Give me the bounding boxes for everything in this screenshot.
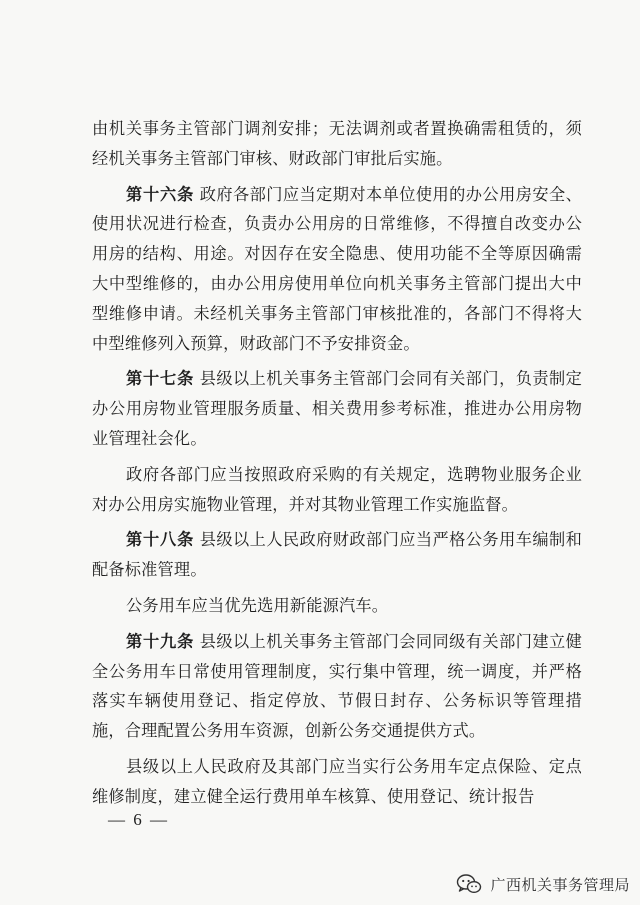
paragraph-text: 政府各部门应当按照政府采购的有关规定，选聘物业服务企业对办公用房实施物业管理，并对其物业管理工作实施监督。 — [92, 464, 582, 514]
page-number: — 6 — — [108, 810, 169, 829]
paragraph-text: 政府各部门应当定期对本单位使用的办公用房安全、使用状况进行检查，负责办公用房的日常维修，不得擅自改变办公用房的结构、用途。对因存在安全隐患、使用功能不全等原因确需大中型维修的，由办公用房使用单位向机关事务主管部门提出大中型维修申请。未经机关事务主管部门审核批准的，各部门不得将大中型维修列入预算，财政部门不予安排资金。 — [92, 184, 582, 353]
wechat-icon — [456, 873, 482, 895]
paragraph-text: 县级以上人民政府财政部门应当严格公务用车编制和配备标准管理。 — [92, 530, 582, 580]
article-heading: 第十六条 — [126, 184, 195, 204]
article-heading: 第十九条 — [126, 631, 195, 651]
document-body — [92, 114, 582, 818]
paragraph-text: 县级以上人民政府及其部门应当实行公务用车定点保险、定点维修制度，建立健全运行费用单车核算、使用登记、统计报告 — [92, 756, 582, 806]
watermark-text: 广西机关事务管理局 — [490, 875, 630, 894]
paragraph-text: 公务用车应当优先选用新能源汽车。 — [126, 595, 389, 615]
wechat-watermark — [456, 873, 630, 895]
paragraph — [92, 460, 582, 520]
paragraph — [92, 752, 582, 812]
paragraph — [92, 591, 582, 621]
paragraph-text: 县级以上机关事务主管部门会同有关部门，负责制定办公用房物业管理服务质量、相关费用参考标准，推进办公用房物业管理社会化。 — [92, 369, 582, 448]
article-19 — [92, 627, 582, 746]
article-heading: 第十八条 — [126, 530, 195, 550]
paragraph-text: 由机关事务主管部门调剂安排；无法调剂或者置换确需租赁的，须经机关事务主管部门审核、财政部门审批后实施。 — [92, 119, 582, 168]
article-18 — [92, 525, 582, 585]
article-17 — [92, 364, 582, 453]
article-16 — [92, 180, 582, 359]
paragraph-continuation — [92, 114, 582, 174]
paragraph-text: 县级以上机关事务主管部门会同同级有关部门建立健全公务用车日常使用管理制度，实行集中管理，统一调度，并严格落实车辆使用登记、指定停放、节假日封存、公务标识等管理措施，合理配置公务用车资源，创新公务交通提供方式。 — [92, 631, 582, 741]
article-heading: 第十七条 — [126, 369, 195, 389]
